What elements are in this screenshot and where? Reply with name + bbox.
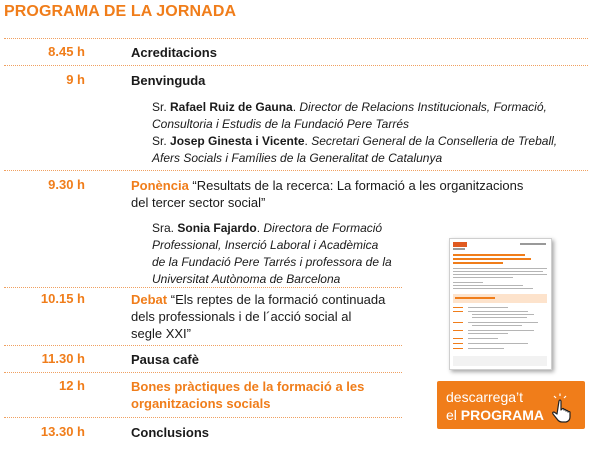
- page-title: PROGRAMA DE LA JORNADA: [4, 3, 237, 20]
- time-ponencia: 9.30 h: [48, 177, 85, 192]
- speaker-name: Rafael Ruiz de Gauna: [170, 100, 293, 114]
- time-conclusions: 13.30 h: [40, 424, 85, 439]
- divider: [4, 345, 402, 346]
- event-pausa: Pausa cafè: [131, 352, 199, 367]
- divider: [4, 417, 402, 418]
- time-benvinguda: 9 h: [66, 72, 85, 87]
- time-debat: 10.15 h: [40, 291, 85, 306]
- speaker-name: Josep Ginesta i Vicente: [170, 134, 305, 148]
- label-ponencia: Ponència: [131, 178, 189, 193]
- pointing-hand-icon: [551, 393, 581, 427]
- event-benvinguda: Benvinguda: [131, 73, 206, 88]
- event-bones-practiques: Bones pràctiques de la formació a les organitzacions socials: [131, 379, 365, 411]
- program-thumbnail[interactable]: [449, 238, 552, 370]
- download-line1: descarrega’t: [446, 389, 524, 405]
- download-line2: el PROGRAMA: [446, 407, 545, 423]
- divider: [4, 170, 588, 171]
- divider: [4, 287, 402, 288]
- event-acreditacions: Acreditacions: [131, 45, 217, 60]
- event-conclusions: Conclusions: [131, 425, 210, 440]
- label-debat: Debat: [131, 292, 168, 307]
- speaker-fajardo: Sra. Sonia Fajardo. Directora de Formació Professional, Inserció Laboral i Acadèmica de la Fundació Pere Tarrés i professora de la Universitat Autònoma de Barcelona: [152, 221, 392, 286]
- divider: [4, 372, 402, 373]
- speaker-name: Sonia Fajardo: [177, 221, 257, 235]
- divider: [4, 65, 588, 66]
- event-debat: Debat “Els reptes de la formació continuada dels professionals i de l´acció social al segle XXI”: [131, 292, 386, 341]
- time-pausa: 11.30 h: [41, 351, 85, 366]
- time-bones-practiques: 12 h: [58, 378, 85, 393]
- speaker-ruiz: Sr. Rafael Ruiz de Gauna. Director de Relacions Institucionals, Formació, Consultoria i Estudis de la Fundació Pere Tarrés: [152, 100, 547, 131]
- divider: [4, 38, 588, 39]
- event-ponencia: Ponència “Resultats de la recerca: La formació a les organitzacions del tercer sector social”: [131, 178, 524, 210]
- time-acreditacions: 8.45 h: [48, 44, 85, 59]
- speaker-ginesta: Sr. Josep Ginesta i Vicente. Secretari General de la Conselleria de Treball, Afers Socials i Famílies de la Generalitat de Catalunya: [152, 134, 558, 165]
- download-program-button[interactable]: [437, 381, 585, 429]
